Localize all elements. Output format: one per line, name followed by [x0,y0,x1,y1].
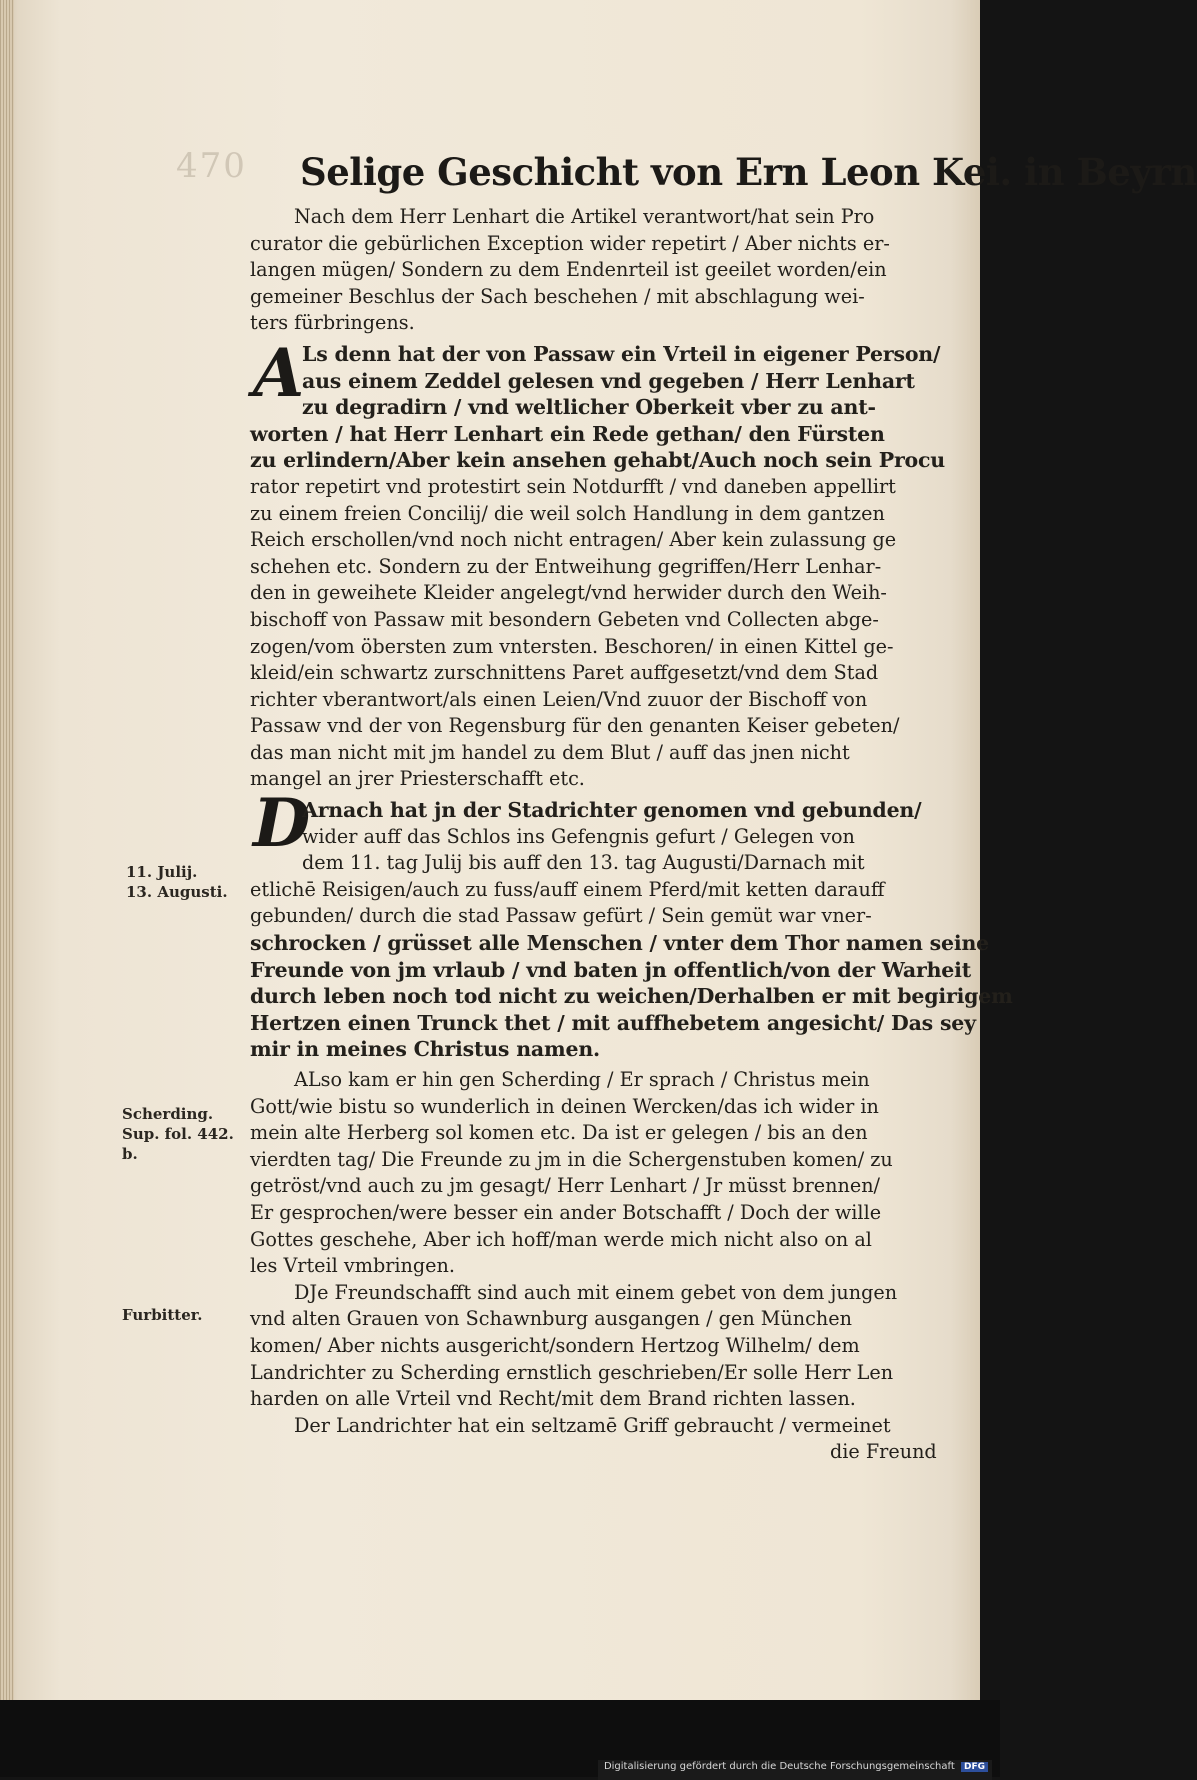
dfg-logo: DFG [961,1762,988,1772]
text-line: DJe Freundschafft sind auch mit einem gebet von dem jungen [294,1280,898,1304]
marginal-line: Scherding. [122,1105,214,1123]
text-line: Er gesprochen/were besser ein ander Botschafft / Doch der wille [250,1200,882,1224]
text-line: etlichē Reisigen/auch zu fuss/auff einem Pferd/mit ketten darauff [250,877,885,901]
text-line: den in geweihete Kleider angelegt/vnd herwider durch den Weih- [250,581,887,605]
marginal-line: b. [122,1145,138,1163]
text-line: getröst/vnd auch zu jm gesagt/ Herr Lenhart / Jr müsst brennen/ [250,1174,881,1198]
text-line: schehen etc. Sondern zu der Entweihung gegriffen/Herr Lenhar- [250,554,882,578]
text-line: Landrichter zu Scherding ernstlich geschrieben/Er solle Herr Len [250,1360,894,1384]
catchword: die Freund [830,1440,937,1464]
paragraph [250,797,1013,1063]
marginal-line: Sup. fol. 442. [122,1125,234,1143]
text-line: zu degradirn / vnd weltlicher Oberkeit vber zu ant- [302,395,876,420]
text-line: schrocken / grüsset alle Menschen / vnter dem Thor namen seine [250,931,990,956]
paragraph [250,1280,930,1413]
marginal-line: 11. Julij. [126,863,198,881]
text-line: durch leben noch tod nicht zu weichen/Derhalben er mit begirigem [250,984,1013,1009]
paragraph [250,1067,930,1280]
drop-cap-a: A [253,334,305,412]
paragraph [250,334,946,793]
text-line: vnd alten Grauen von Schawnburg ausgangen / gen München [250,1307,852,1331]
text-line: Der Landrichter hat ein seltzamē Griff gebraucht / vermeinet [294,1413,891,1437]
text-line: Passaw vnd der von Regensburg für den genanten Keiser gebeten/ [250,714,900,738]
paragraph [250,204,930,337]
text-line: mein alte Herberg sol komen etc. Da ist er gelegen / bis an den [250,1121,868,1145]
drop-cap-d: D [253,784,311,862]
text-line: Arnach hat jn der Stadrichter genomen vnd gebunden/ [302,798,922,823]
text-line: das man nicht mit jm handel zu dem Blut / auff das jnen nicht [250,740,850,764]
text-line: Hertzen einen Trunck thet / mit auffhebetem angesicht/ Das sey [250,1010,976,1035]
paragraph [250,1413,937,1466]
text-line: harden on alle Vrteil vnd Recht/mit dem Brand richten lassen. [250,1387,856,1411]
digitization-credit [598,1760,992,1780]
text-line: zu erlindern/Aber kein ansehen gehabt/Auch noch sein Procu [250,448,946,473]
text-line: rator repetirt vnd protestirt sein Notdurfft / vnd daneben appellirt [250,474,896,498]
text-line: zogen/vom öbersten zum vntersten. Beschoren/ in einen Kittel ge- [250,634,894,658]
text-line: Gott/wie bistu so wunderlich in deinen Wercken/das ich wider in [250,1094,879,1118]
folio-number: 470 [176,146,247,186]
page-edge-stack [0,0,14,1700]
text-line: curator die gebürlichen Exception wider repetirt / Aber nichts er- [250,231,890,255]
text-line: mangel an jrer Priesterschafft etc. [250,767,585,791]
running-head: Selige Geschicht von Ern Leon Kei. in Beyrn [300,150,1197,194]
text-line: wider auff das Schlos ins Gefengnis gefurt / Gelegen von [302,824,855,848]
text-line: kleid/ein schwartz zurschnittens Paret auffgesetzt/vnd dem Stad [250,661,879,685]
text-line: Nach dem Herr Lenhart die Artikel verantwort/hat sein Pro [294,205,875,228]
text-line: Freunde von jm vrlaub / vnd baten jn offentlich/von der Warheit [250,957,971,982]
credit-text: Digitalisierung gefördert durch die Deutsche Forschungsgemeinschaft [603,1761,955,1772]
body-text [250,204,1013,1466]
text-line: mir in meines Christus namen. [250,1037,600,1062]
text-line: langen mügen/ Sondern zu dem Endenrteil ist geeilet worden/ein [250,258,887,282]
text-line: komen/ Aber nichts ausgericht/sondern Hertzog Wilhelm/ dem [250,1333,860,1357]
text-line: vierdten tag/ Die Freunde zu jm in die Schergenstuben komen/ zu [250,1147,893,1171]
marginal-note-furbitter [122,1305,203,1325]
text-line: ALso kam er hin gen Scherding / Er sprach / Christus mein [294,1068,870,1091]
text-line: aus einem Zeddel gelesen vnd gegeben / Herr Lenhart [302,368,915,393]
text-line: les Vrteil vmbringen. [250,1254,455,1278]
marginal-note-scherding [122,1104,234,1164]
text-line: gemeiner Beschlus der Sach beschehen / mit abschlagung wei- [250,284,865,308]
marginal-note-dates [126,862,228,902]
text-line: worten / hat Herr Lenhart ein Rede gethan/ den Fürsten [250,421,885,446]
text-line: Reich erschollen/vnd noch nicht entragen/ Aber kein zulassung ge [250,528,897,552]
text-line: Gottes geschehe, Aber ich hoff/man werde mich nicht also on al [250,1227,872,1251]
text-line: richter vberantwort/als einen Leien/Vnd zuuor der Bischoff von [250,687,868,711]
marginal-line: Furbitter. [122,1306,203,1324]
text-line: dem 11. tag Julij bis auff den 13. tag Augusti/Darnach mit [302,851,865,875]
marginal-line: 13. Augusti. [126,883,228,901]
text-line: gebunden/ durch die stad Passaw gefürt / Sein gemüt war vner- [250,904,872,928]
text-line: Ls denn hat der von Passaw ein Vrteil in eigener Person/ [302,341,941,366]
text-line: zu einem freien Concilij/ die weil solch Handlung in dem gantzen [250,501,885,525]
text-line: ters fürbringens. [250,311,415,335]
text-line: bischoff von Passaw mit besondern Gebeten vnd Collecten abge- [250,607,879,631]
